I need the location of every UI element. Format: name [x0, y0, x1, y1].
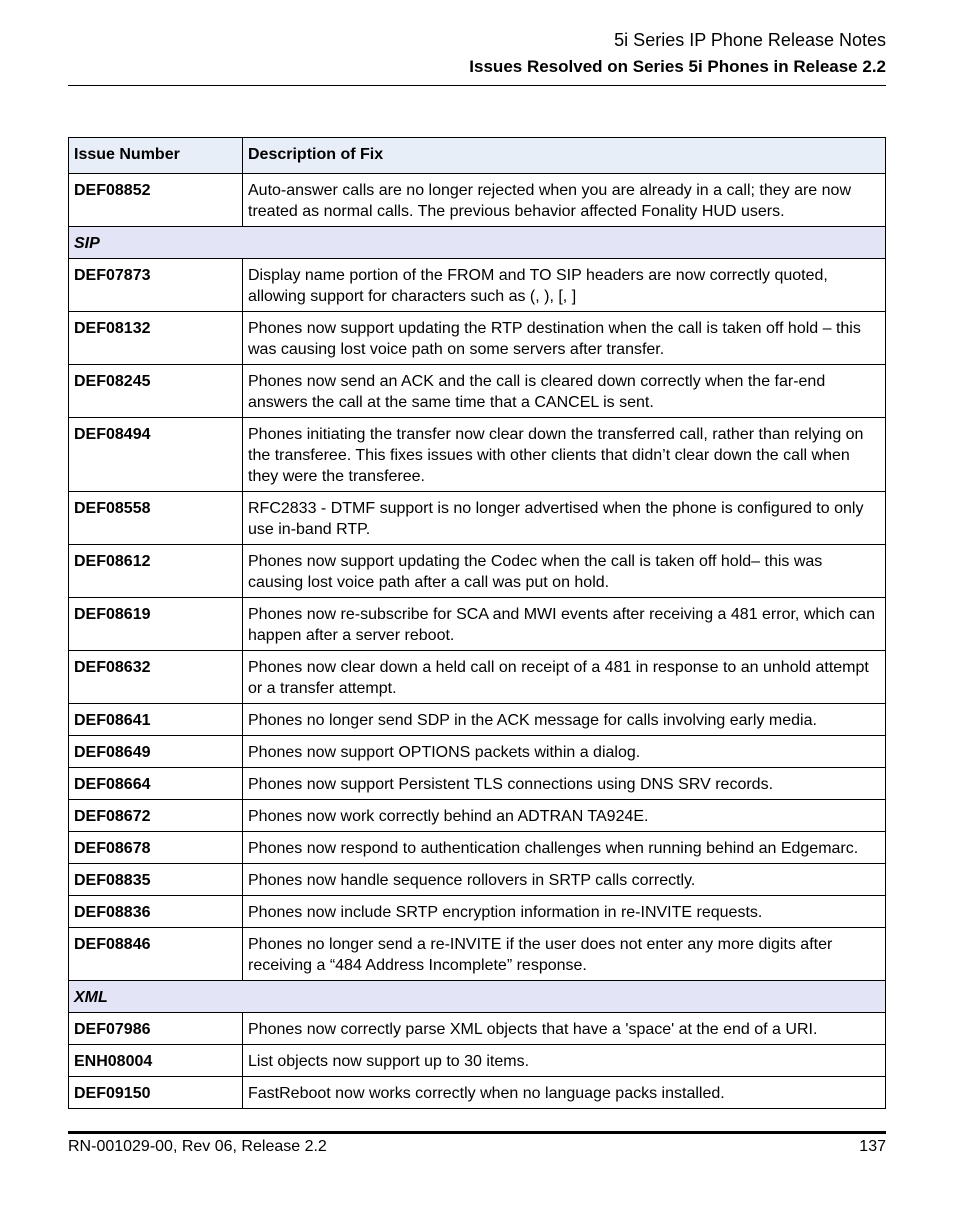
- issue-number: ENH08004: [69, 1045, 243, 1077]
- fix-description: Phones now support OPTIONS packets within a dialog.: [243, 736, 886, 768]
- issue-number: DEF08678: [69, 832, 243, 864]
- table-row: [69, 832, 886, 864]
- fix-description: Phones now handle sequence rollovers in SRTP calls correctly.: [243, 864, 886, 896]
- issue-number: DEF08558: [69, 492, 243, 545]
- fix-description: Display name portion of the FROM and TO SIP headers are now correctly quoted, allowing support for characters such as (, ), [, ]: [243, 259, 886, 312]
- issue-number: DEF07873: [69, 259, 243, 312]
- fix-description: Auto-answer calls are no longer rejected when you are already in a call; they are now treated as normal calls. The previous behavior affected Fonality HUD users.: [243, 174, 886, 227]
- issue-number: DEF08619: [69, 598, 243, 651]
- issue-number: DEF08632: [69, 651, 243, 704]
- section-row: [69, 227, 886, 259]
- table-row: [69, 768, 886, 800]
- issue-number: DEF08494: [69, 418, 243, 492]
- table-row: [69, 492, 886, 545]
- table-row: [69, 545, 886, 598]
- fix-description: Phones now re-subscribe for SCA and MWI events after receiving a 481 error, which can happen after a server reboot.: [243, 598, 886, 651]
- issue-number: DEF08641: [69, 704, 243, 736]
- issue-number: DEF08664: [69, 768, 243, 800]
- table-row: [69, 418, 886, 492]
- footer-document-id: RN-001029-00, Rev 06, Release 2.2: [68, 1138, 327, 1155]
- table-row: [69, 704, 886, 736]
- header-divider: [68, 85, 886, 86]
- table-row: [69, 1077, 886, 1109]
- fix-description: List objects now support up to 30 items.: [243, 1045, 886, 1077]
- table-header-row: [69, 138, 886, 174]
- fix-description: Phones now send an ACK and the call is cleared down correctly when the far-end answers the call at the same time that a CANCEL is sent.: [243, 365, 886, 418]
- issue-number: DEF08132: [69, 312, 243, 365]
- issue-number: DEF08852: [69, 174, 243, 227]
- issue-number: DEF08612: [69, 545, 243, 598]
- issue-number: DEF08836: [69, 896, 243, 928]
- section-label: SIP: [69, 227, 886, 259]
- column-header-description: Description of Fix: [243, 138, 886, 174]
- fix-description: Phones now support updating the RTP destination when the call is taken off hold – this was causing lost voice path on some servers after transfer.: [243, 312, 886, 365]
- fix-description: FastReboot now works correctly when no language packs installed.: [243, 1077, 886, 1109]
- fix-description: Phones now include SRTP encryption information in re-INVITE requests.: [243, 896, 886, 928]
- issue-number: DEF08835: [69, 864, 243, 896]
- fix-description: Phones now support Persistent TLS connections using DNS SRV records.: [243, 768, 886, 800]
- issues-table: [68, 137, 886, 1109]
- fix-description: Phones now respond to authentication challenges when running behind an Edgemarc.: [243, 832, 886, 864]
- table-row: [69, 651, 886, 704]
- fix-description: Phones now work correctly behind an ADTRAN TA924E.: [243, 800, 886, 832]
- table-row: [69, 896, 886, 928]
- fix-description: Phones now support updating the Codec when the call is taken off hold– this was causing lost voice path after a call was put on hold.: [243, 545, 886, 598]
- issue-number: DEF08846: [69, 928, 243, 981]
- fix-description: Phones now clear down a held call on receipt of a 481 in response to an unhold attempt or a transfer attempt.: [243, 651, 886, 704]
- table-row: [69, 1013, 886, 1045]
- issue-number: DEF08245: [69, 365, 243, 418]
- issue-number: DEF08672: [69, 800, 243, 832]
- table-row: [69, 259, 886, 312]
- fix-description: Phones initiating the transfer now clear down the transferred call, rather than relying on the transferee. This fixes issues with other clients that didn’t clear down the call when they were the transferee.: [243, 418, 886, 492]
- table-row: [69, 1045, 886, 1077]
- footer-divider: [68, 1131, 886, 1134]
- table-row: [69, 365, 886, 418]
- table-row: [69, 312, 886, 365]
- fix-description: Phones no longer send SDP in the ACK message for calls involving early media.: [243, 704, 886, 736]
- table-row: [69, 800, 886, 832]
- fix-description: Phones no longer send a re-INVITE if the user does not enter any more digits after receiving a “484 Address Incomplete” response.: [243, 928, 886, 981]
- section-label: XML: [69, 981, 886, 1013]
- issue-number: DEF09150: [69, 1077, 243, 1109]
- table-row: [69, 736, 886, 768]
- column-header-issue-number: Issue Number: [69, 138, 243, 174]
- section-row: [69, 981, 886, 1013]
- table-row: [69, 864, 886, 896]
- document-title: 5i Series IP Phone Release Notes: [614, 30, 886, 50]
- table-row: [69, 928, 886, 981]
- page-number: 137: [859, 1138, 886, 1155]
- fix-description: RFC2833 - DTMF support is no longer advertised when the phone is configured to only use in-band RTP.: [243, 492, 886, 545]
- table-row: [69, 174, 886, 227]
- issue-number: DEF08649: [69, 736, 243, 768]
- table-row: [69, 598, 886, 651]
- fix-description: Phones now correctly parse XML objects that have a 'space' at the end of a URI.: [243, 1013, 886, 1045]
- issue-number: DEF07986: [69, 1013, 243, 1045]
- section-title: Issues Resolved on Series 5i Phones in Release 2.2: [469, 57, 886, 76]
